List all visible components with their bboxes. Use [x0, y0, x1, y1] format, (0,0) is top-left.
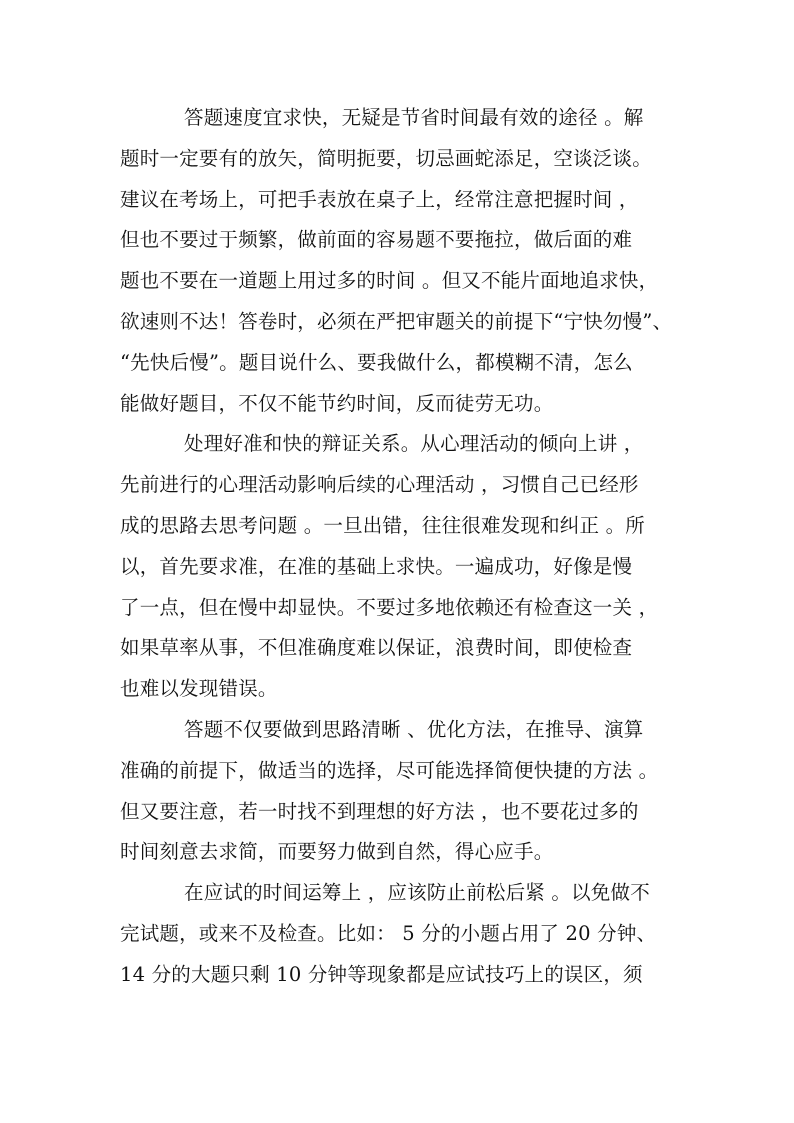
paragraph-3 — [120, 710, 680, 873]
paragraph-line: 14 分的大题只剩 10 分钟等现象都是应试技巧上的误区，须 — [120, 962, 643, 986]
paragraph-line: 处理好准和快的辩证关系。从心理活动的倾向上讲 ， — [184, 432, 644, 456]
paragraph-1 — [120, 98, 680, 424]
paragraph-line: 时间刻意去求简，而要努力做到自然，得心应手。 — [120, 840, 554, 864]
document-body — [120, 98, 680, 996]
paragraph-line: 准确的前提下，做适当的选择，尽可能选择简便快捷的方法 。 — [120, 758, 659, 782]
paragraph-line: 答题速度宜求快，无疑是节省时间最有效的途径 。解 — [184, 106, 644, 129]
paragraph-4 — [120, 873, 680, 995]
paragraph-line: 能做好题目，不仅不能节约时间，反而徒劳无功。 — [120, 391, 554, 415]
paragraph-line: “先快后慢”。题目说什么、要我做什么，都模糊不清，怎么 — [120, 350, 633, 374]
paragraph-line: 以，首先要求准，在准的基础上求快。一遍成功，好像是慢 — [120, 554, 633, 578]
paragraph-line: 完试题，或来不及检查。比如： 5 分的小题占用了 20 分钟、 — [120, 921, 657, 945]
paragraph-line: 答题不仅要做到思路清晰 、优化方法，在推导、演算 — [184, 717, 644, 741]
paragraph-line: 成的思路去思考问题 。一旦出错，往往很难发现和纠正 。所 — [120, 513, 645, 537]
paragraph-line: 建议在考场上，可把手表放在桌子上，经常注意把握时间 ， — [120, 187, 639, 211]
paragraph-line: 如果草率从事，不但准确度难以保证，浪费时间，即使检查 — [120, 636, 633, 660]
paragraph-line: 题也不要在一道题上用过多的时间 。但又不能片面地追求快， — [120, 269, 659, 293]
paragraph-line: 了一点，但在慢中却显快。不要过多地依赖还有检查这一关 ， — [120, 595, 659, 619]
paragraph-line: 题时一定要有的放矢，简明扼要，切忌画蛇添足，空谈泛谈。 — [120, 146, 652, 170]
paragraph-2 — [120, 424, 680, 710]
paragraph-line: 但又要注意，若一时找不到理想的好方法 ，也不要花过多的 — [120, 799, 639, 823]
paragraph-line: 欲速则不达！答卷时，必须在严把审题关的前提下“宁快勿慢”、 — [120, 309, 673, 333]
paragraph-line: 先前进行的心理活动影响后续的心理活动 ，习惯自己已经形 — [120, 473, 639, 497]
paragraph-line: 也难以发现错误。 — [120, 677, 278, 701]
paragraph-line: 但也不要过于频繁，做前面的容易题不要拖拉，做后面的难 — [120, 228, 633, 252]
paragraph-line: 在应试的时间运筹上 ，应该防止前松后紧 。以免做不 — [184, 881, 650, 905]
